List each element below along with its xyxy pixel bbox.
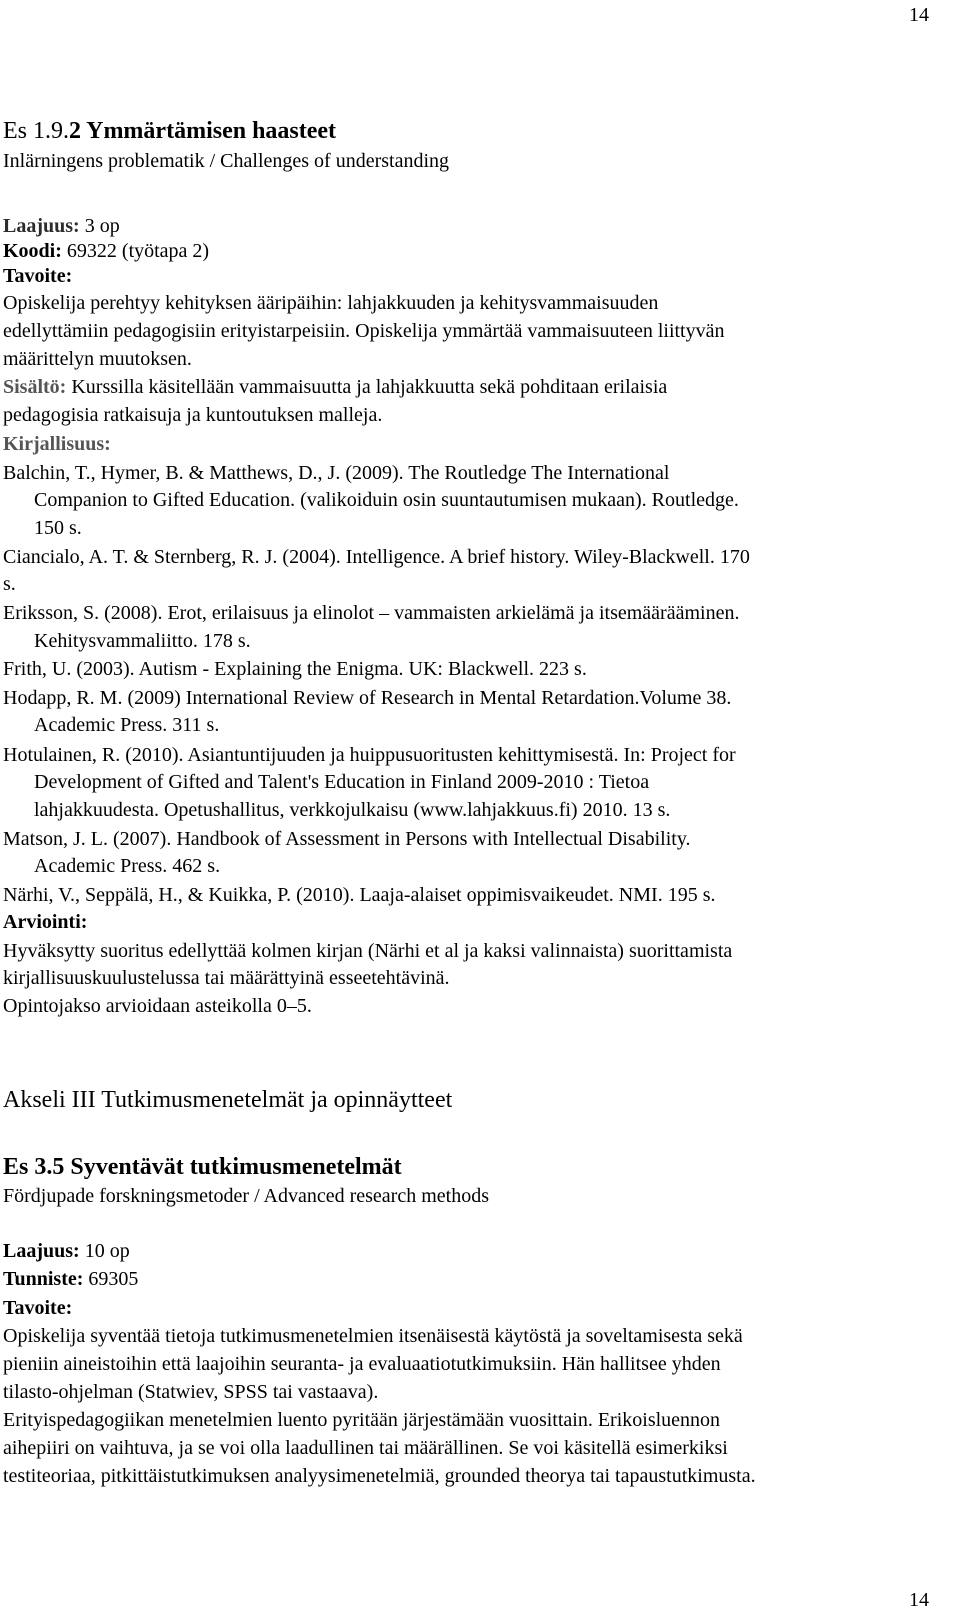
reference-line: Kehitysvammaliitto. 178 s. xyxy=(34,630,251,652)
id-label: Tunniste: xyxy=(3,1268,84,1290)
course-title: 5 Syventävät tutkimusmenetelmät xyxy=(52,1154,402,1180)
reference-line: Academic Press. 311 s. xyxy=(34,714,220,736)
goal-label: Tavoite: xyxy=(3,1297,73,1319)
reference-line: Matson, J. L. (2007). Handbook of Assessment in Persons with Intellectual Disability. xyxy=(3,828,691,850)
reference-line: Companion to Gifted Education. (valikoiduin osin suuntautumisen mukaan). Routledge. xyxy=(34,489,739,511)
goal-text-line: Opiskelija perehtyy kehityksen ääripäihin: lahjakkuuden ja kehitysvammaisuuden xyxy=(3,292,659,314)
course-subtitle: Inlärningens problematik / Challenges of understanding xyxy=(3,150,450,172)
goal-text-line: Erityispedagogiikan menetelmien luento pyritään järjestämään vuosittain. Erikoisluennon xyxy=(3,1409,721,1431)
id-row xyxy=(3,1268,138,1290)
reference-line: s. xyxy=(3,573,16,595)
code-row xyxy=(3,240,209,262)
assessment-text-line: Opintojakso arvioidaan asteikolla 0–5. xyxy=(3,995,312,1017)
assessment-label: Arviointi: xyxy=(3,911,88,933)
content-label: Sisältö: xyxy=(3,376,67,398)
scope-label: Laajuus: xyxy=(3,1240,80,1262)
scope-value: 3 op xyxy=(79,215,120,237)
id-value: 69305 xyxy=(83,1268,139,1290)
course-code: Es 1.9. xyxy=(3,118,69,144)
scope-row xyxy=(3,215,120,237)
assessment-text-line: kirjallisuuskuulustelussa tai määrättyinä esseetehtävinä. xyxy=(3,967,450,989)
goal-text-line: Opiskelija syventää tietoja tutkimusmenetelmien itsenäisestä käytöstä ja soveltamisesta sekä xyxy=(3,1325,743,1347)
course-code: Es 3. xyxy=(3,1154,53,1180)
goal-text-line: aihepiiri on vaihtuva, ja se voi olla laadullinen tai määrällinen. Se voi käsitellä esimerkiksi xyxy=(3,1437,728,1459)
goal-text-line: määrittelyn muutoksen. xyxy=(3,348,192,370)
course-subtitle: Fördjupade forskningsmetoder / Advanced research methods xyxy=(3,1185,489,1207)
reference-line: 150 s. xyxy=(34,517,82,539)
code-label: Koodi: xyxy=(3,240,62,262)
reference-line: Hodapp, R. M. (2009) International Review of Research in Mental Retardation.Volume 38. xyxy=(3,687,732,709)
reference-line: Frith, U. (2003). Autism - Explaining the Enigma. UK: Blackwell. 223 s. xyxy=(3,658,587,680)
reference-line: lahjakkuudesta. Opetushallitus, verkkojulkaisu (www.lahjakkuus.fi) 2010. 13 s. xyxy=(34,799,671,821)
scope-label: Laajuus: xyxy=(3,215,80,237)
scope-row xyxy=(3,1240,130,1262)
content-text: Kurssilla käsitellään vammaisuutta ja lahjakkuutta sekä pohditaan erilaisia xyxy=(66,376,668,398)
content-row xyxy=(3,376,667,398)
reference-line: Närhi, V., Seppälä, H., & Kuikka, P. (2010). Laaja-alaiset oppimisvaikeudet. NMI. 195 s. xyxy=(3,884,716,906)
page-number-top: 14 xyxy=(909,4,929,26)
assessment-text-line: Hyväksytty suoritus edellyttää kolmen kirjan (Närhi et al ja kaksi valinnaista) suorittamista xyxy=(3,940,733,962)
section-heading: Akseli III Tutkimusmenetelmät ja opinnäytteet xyxy=(3,1087,453,1113)
course-heading xyxy=(3,1154,402,1180)
goal-text-line: testiteoriaa, pitkittäistutkimuksen analyysimenetelmiä, grounded theorya tai tapaustutkimusta. xyxy=(3,1465,756,1487)
reference-line: Ciancialo, A. T. & Sternberg, R. J. (2004). Intelligence. A brief history. Wiley-Blackwell. 170 xyxy=(3,546,750,568)
goal-label: Tavoite: xyxy=(3,265,73,287)
course-title: 2 Ymmärtämisen haasteet xyxy=(69,118,337,144)
page-number-bottom: 14 xyxy=(909,1589,929,1611)
reference-line: Hotulainen, R. (2010). Asiantuntijuuden ja huippusuoritusten kehittymisestä. In: Project for xyxy=(3,744,736,766)
reference-line: Academic Press. 462 s. xyxy=(34,855,221,877)
goal-text-line: tilasto-ohjelman (Statwiev, SPSS tai vastaava). xyxy=(3,1381,379,1403)
course-heading xyxy=(3,118,336,144)
literature-label: Kirjallisuus: xyxy=(3,433,111,455)
scope-value: 10 op xyxy=(79,1240,130,1262)
reference-line: Development of Gifted and Talent's Education in Finland 2009-2010 : Tietoa xyxy=(34,771,650,793)
code-value: 69322 (työtapa 2) xyxy=(61,240,210,262)
reference-line: Eriksson, S. (2008). Erot, erilaisuus ja elinolot – vammaisten arkielämä ja itsemäärääminen. xyxy=(3,602,740,624)
goal-text-line: edellyttämiin pedagogisiin erityistarpeisiin. Opiskelija ymmärtää vammaisuuteen liittyvän xyxy=(3,320,725,342)
goal-text-line: pieniin aineistoihin että laajoihin seuranta- ja evaluaatiotutkimuksiin. Hän hallitsee yhden xyxy=(3,1353,721,1375)
content-text-line: pedagogisia ratkaisuja ja kuntoutuksen malleja. xyxy=(3,404,383,426)
reference-line: Balchin, T., Hymer, B. & Matthews, D., J. (2009). The Routledge The International xyxy=(3,462,670,484)
